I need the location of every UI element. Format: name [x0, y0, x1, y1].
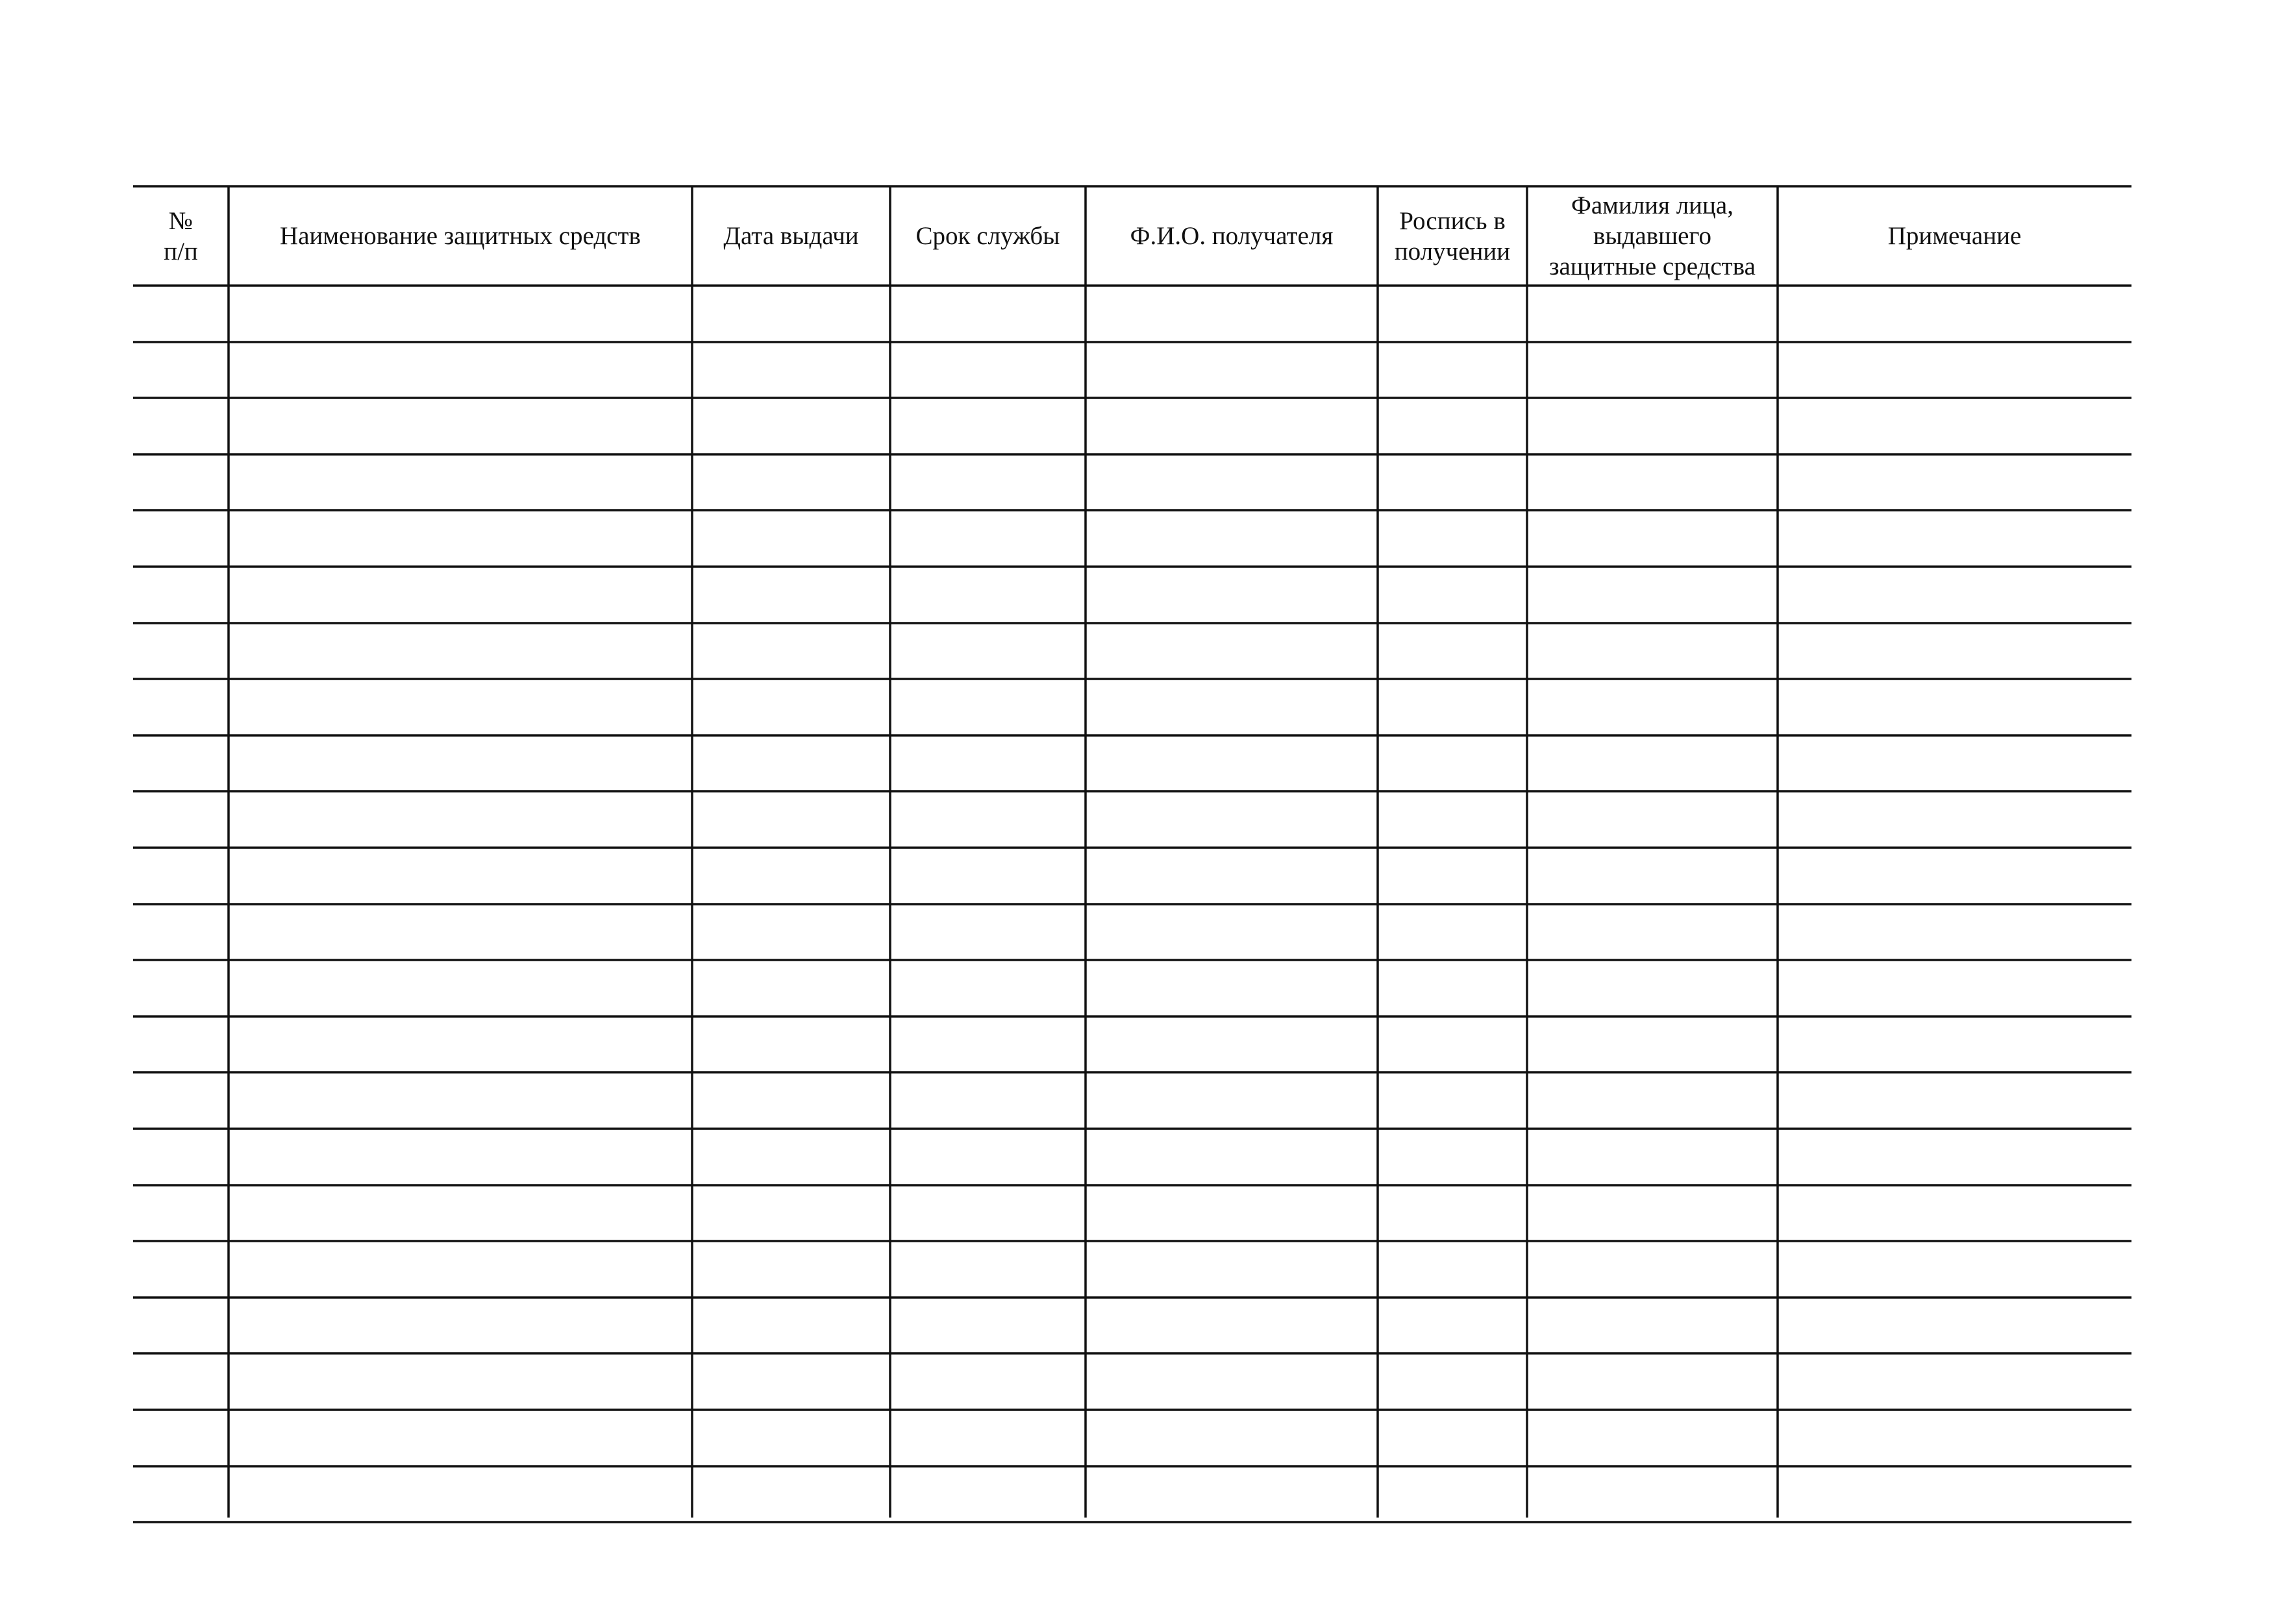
table-cell	[692, 1241, 890, 1298]
table-cell	[229, 1241, 692, 1298]
table-cell	[133, 1353, 229, 1410]
table-cell	[1378, 398, 1527, 454]
table-cell	[1527, 1016, 1778, 1073]
header-issue-date: Дата выдачи	[723, 222, 859, 250]
table-cell	[1527, 454, 1778, 511]
table-cell	[1378, 1466, 1527, 1523]
table-cell	[229, 567, 692, 623]
table-cell	[133, 1129, 229, 1185]
table-cell	[890, 1298, 1086, 1354]
table-cell	[692, 1466, 890, 1523]
table-cell	[890, 1016, 1086, 1073]
table-cell	[1527, 679, 1778, 735]
table-cell	[1086, 735, 1378, 792]
table-cell	[890, 791, 1086, 848]
table-cell	[1378, 960, 1527, 1016]
table-cell	[1778, 454, 2131, 511]
table-cell	[1378, 286, 1527, 342]
table-cell	[133, 679, 229, 735]
table-cell	[1086, 1353, 1378, 1410]
table-cell	[133, 1185, 229, 1242]
table-cell	[1527, 1353, 1778, 1410]
table-cell	[1527, 623, 1778, 680]
table-cell	[1086, 904, 1378, 961]
table-cell	[890, 286, 1086, 342]
table-cell	[133, 623, 229, 680]
table-cell	[692, 342, 890, 399]
table-cell	[1378, 904, 1527, 961]
table-cell	[1527, 398, 1778, 454]
table-cell	[1378, 679, 1527, 735]
table-cell	[890, 1241, 1086, 1298]
table-cell	[692, 1129, 890, 1185]
table-cell	[229, 1185, 692, 1242]
table-cell	[1527, 1410, 1778, 1466]
table-cell	[1778, 1016, 2131, 1073]
table-cell	[1778, 1072, 2131, 1129]
table-cell	[1527, 510, 1778, 567]
table-cell	[133, 286, 229, 342]
table-cell	[890, 342, 1086, 399]
table-cell	[890, 454, 1086, 511]
table-cell	[890, 1410, 1086, 1466]
table-cell	[133, 567, 229, 623]
table-cell	[1086, 1241, 1378, 1298]
table-cell	[1378, 1298, 1527, 1354]
header-recipient-name: Ф.И.О. получателя	[1130, 222, 1334, 250]
table-cell	[1378, 1016, 1527, 1073]
table-cell	[1378, 567, 1527, 623]
table-cell	[133, 848, 229, 904]
table-cell	[1378, 848, 1527, 904]
table-cell	[1378, 735, 1527, 792]
table-cell	[1778, 510, 2131, 567]
table-cell	[1778, 567, 2131, 623]
table-cell	[1378, 1410, 1527, 1466]
table-cell	[1378, 1072, 1527, 1129]
table-cell	[692, 848, 890, 904]
table-cell	[133, 1410, 229, 1466]
table-cell	[890, 398, 1086, 454]
table-cell	[133, 791, 229, 848]
table-cell	[1527, 1185, 1778, 1242]
table-cell	[229, 623, 692, 680]
table-cell	[1378, 1185, 1527, 1242]
table-cell	[692, 1185, 890, 1242]
table-cell	[229, 454, 692, 511]
table-cell	[1086, 567, 1378, 623]
table-cell	[1378, 623, 1527, 680]
table-cell	[229, 904, 692, 961]
table-cell	[890, 1129, 1086, 1185]
table-cell	[1086, 1185, 1378, 1242]
table-cell	[1527, 1298, 1778, 1354]
table-cell	[1778, 342, 2131, 399]
table-cell	[1086, 454, 1378, 511]
table-cell	[1778, 1298, 2131, 1354]
table-cell	[1086, 1016, 1378, 1073]
table-cell	[1086, 510, 1378, 567]
table-cell	[1378, 342, 1527, 399]
table-cell	[890, 1072, 1086, 1129]
table-cell	[1086, 791, 1378, 848]
table-cell	[692, 623, 890, 680]
table-cell	[1378, 510, 1527, 567]
table-cell	[133, 1298, 229, 1354]
table-cell	[692, 286, 890, 342]
table-cell	[133, 1466, 229, 1523]
table-cell	[1086, 623, 1378, 680]
table-cell	[1527, 1241, 1778, 1298]
table-cell	[692, 960, 890, 1016]
table-cell	[692, 679, 890, 735]
table-cell	[692, 904, 890, 961]
table-cell	[1378, 454, 1527, 511]
table-cell	[890, 1353, 1086, 1410]
table-cell	[229, 791, 692, 848]
table-cell	[1778, 791, 2131, 848]
table-cell	[133, 735, 229, 792]
table-cell	[890, 1466, 1086, 1523]
table-cell	[1778, 735, 2131, 792]
table-cell	[1086, 286, 1378, 342]
table-cell	[229, 1129, 692, 1185]
table-cell	[229, 848, 692, 904]
table-cell	[133, 1241, 229, 1298]
table-cell	[229, 1072, 692, 1129]
table-cell	[1778, 1129, 2131, 1185]
table-cell	[1778, 286, 2131, 342]
table-cell	[890, 848, 1086, 904]
table-cell	[1778, 679, 2131, 735]
table-cell	[1527, 342, 1778, 399]
table-cell	[229, 1410, 692, 1466]
table-cell	[1086, 1410, 1378, 1466]
table-cell	[890, 510, 1086, 567]
header-issuer-name: Фамилия лица, выдавшего защитные средства	[1549, 191, 1756, 280]
table-cell	[1527, 848, 1778, 904]
table-cell	[133, 454, 229, 511]
table-cell	[1778, 1466, 2131, 1523]
table-cell	[1378, 791, 1527, 848]
table-cell	[890, 1185, 1086, 1242]
table-cell	[1778, 904, 2131, 961]
table-cell	[229, 398, 692, 454]
table-cell	[1778, 1185, 2131, 1242]
header-item-name: Наименование защитных средств	[280, 222, 641, 250]
table-cell	[1778, 1241, 2131, 1298]
table-cell	[1086, 342, 1378, 399]
table-cell	[1086, 848, 1378, 904]
header-number: № п/п	[164, 206, 198, 265]
table-cell	[692, 1410, 890, 1466]
table-cell	[1527, 1129, 1778, 1185]
table-cell	[133, 398, 229, 454]
table-cell	[1086, 1072, 1378, 1129]
table-cell	[133, 1072, 229, 1129]
table-cell	[1378, 1241, 1527, 1298]
table-cell	[692, 398, 890, 454]
table-cell	[890, 679, 1086, 735]
table-cell	[1527, 1072, 1778, 1129]
table-cell	[229, 1466, 692, 1523]
table-cell	[229, 1016, 692, 1073]
table-cell	[1086, 960, 1378, 1016]
table-cell	[229, 960, 692, 1016]
table-cell	[890, 735, 1086, 792]
table-cell	[1086, 398, 1378, 454]
table-cell	[890, 623, 1086, 680]
table-cell	[229, 735, 692, 792]
table-cell	[692, 791, 890, 848]
table-cell	[692, 1353, 890, 1410]
table-cell	[1086, 1129, 1378, 1185]
header-service-life: Срок службы	[915, 222, 1060, 250]
table-cell	[133, 342, 229, 399]
table-cell	[229, 342, 692, 399]
table-cell	[692, 1298, 890, 1354]
table-cell	[1778, 1353, 2131, 1410]
table-cell	[1527, 567, 1778, 623]
table-cell	[1527, 791, 1778, 848]
table-cell	[133, 1016, 229, 1073]
table-cell	[133, 510, 229, 567]
table-cell	[1527, 904, 1778, 961]
table-cell	[1527, 1466, 1778, 1523]
table-cell	[229, 510, 692, 567]
table-cell	[1778, 960, 2131, 1016]
table-cell	[692, 1072, 890, 1129]
table-cell	[1378, 1353, 1527, 1410]
header-notes: Примечание	[1887, 222, 2022, 250]
table-cell	[1778, 623, 2131, 680]
table-cell	[1527, 960, 1778, 1016]
table-cell	[229, 1298, 692, 1354]
table-cell	[692, 735, 890, 792]
header-signature: Роспись в получении	[1394, 206, 1511, 265]
table-cell	[229, 286, 692, 342]
table-cell	[1086, 1466, 1378, 1523]
table-cell	[692, 454, 890, 511]
table-cell	[229, 1353, 692, 1410]
table-cell	[692, 567, 890, 623]
table-cell	[890, 567, 1086, 623]
table-cell	[229, 679, 692, 735]
table-cell	[1086, 679, 1378, 735]
table-cell	[1778, 398, 2131, 454]
table-cell	[692, 510, 890, 567]
table-cell	[1378, 1129, 1527, 1185]
table-cell	[133, 904, 229, 961]
table-cell	[890, 960, 1086, 1016]
table-cell	[1778, 1410, 2131, 1466]
table-cell	[1527, 286, 1778, 342]
table-cell	[890, 904, 1086, 961]
table-cell	[692, 1016, 890, 1073]
table-cell	[1086, 1298, 1378, 1354]
table-cell	[133, 960, 229, 1016]
table-cell	[1778, 848, 2131, 904]
table-cell	[1527, 735, 1778, 792]
